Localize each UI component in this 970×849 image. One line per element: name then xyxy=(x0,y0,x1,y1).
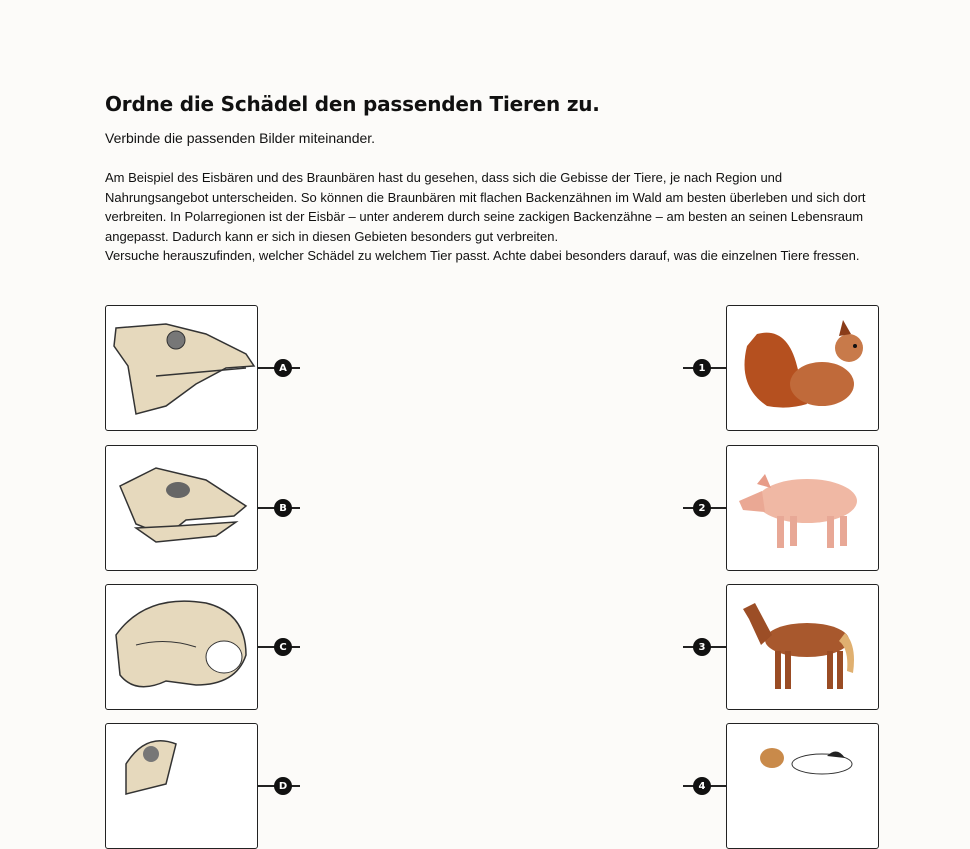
paragraph: Versuche herauszufinden, welcher Schädel zu welchem Tier passt. Achte dabei besonders darauf, was die einzelnen Tiere fressen. xyxy=(105,248,860,264)
instructions xyxy=(105,168,875,266)
page-title: Ordne die Schädel den passenden Tieren zu. xyxy=(105,92,600,116)
animal-card-pig[interactable] xyxy=(726,445,879,571)
pig-skull-icon xyxy=(106,446,257,570)
skull-card-a[interactable] xyxy=(105,305,258,431)
connector-point-a[interactable]: A xyxy=(274,359,292,377)
connector-point-c[interactable]: C xyxy=(274,638,292,656)
skull-card-d[interactable] xyxy=(105,723,258,849)
animal-card-squirrel[interactable] xyxy=(726,305,879,431)
dog-icon xyxy=(727,724,878,848)
connector-point-4[interactable]: 4 xyxy=(693,777,711,795)
connector-point-2[interactable]: 2 xyxy=(693,499,711,517)
connector-point-b[interactable]: B xyxy=(274,499,292,517)
connector-point-d[interactable]: D xyxy=(274,777,292,795)
dog-skull-icon xyxy=(106,724,257,848)
animal-card-dog[interactable] xyxy=(726,723,879,849)
subtitle: Verbinde die passenden Bilder miteinander. xyxy=(105,130,376,146)
connector-point-3[interactable]: 3 xyxy=(693,638,711,656)
pig-icon xyxy=(727,446,878,570)
connector-point-1[interactable]: 1 xyxy=(693,359,711,377)
paragraph: Am Beispiel des Eisbären und des Braunbären hast du gesehen, dass sich die Gebisse der Tiere, je nach Region und Nahrungsangebot unterscheiden. So können die Braunbären mit flachen Backenzähnen im Wald am besten überleben und sich dort verbreiten. In Polarregionen ist der Eisbär – unter anderem durch seine zackigen Backenzähne – am besten an seinen Lebensraum angepasst. Dadurch kann er sich in diesen Gebieten besonders gut verbreiten. xyxy=(105,170,866,244)
skull-card-c[interactable] xyxy=(105,584,258,710)
squirrel-icon xyxy=(727,306,878,430)
horse-skull-icon xyxy=(106,306,257,430)
skull-card-b[interactable] xyxy=(105,445,258,571)
squirrel-skull-icon xyxy=(106,585,257,709)
horse-icon xyxy=(727,585,878,709)
animal-card-horse[interactable] xyxy=(726,584,879,710)
